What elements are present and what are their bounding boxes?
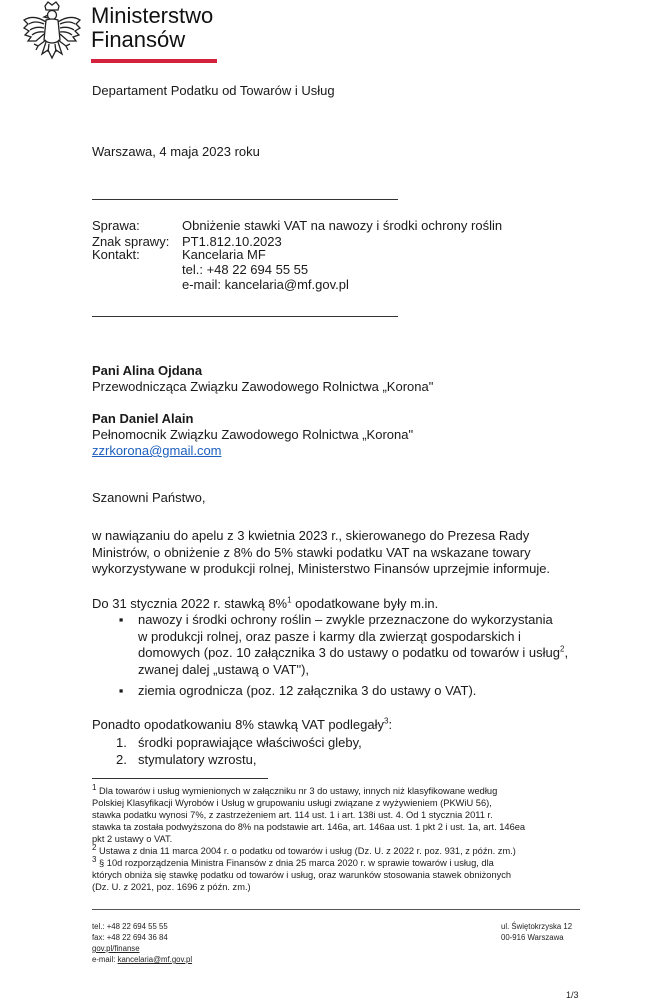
footnote-3-number: 3 [92, 854, 97, 864]
place-date: Warszawa, 4 maja 2023 roku [92, 144, 260, 159]
page-number: 1/3 [566, 990, 579, 1000]
bullet-1-line-4: zwanej dalej „ustawą o VAT"), [138, 661, 310, 677]
eagle-emblem-icon [20, 0, 84, 68]
footnote-3-text: § 10d rozporządzenia Ministra Finansów z dnia 25 marca 2020 r. w sprawie towarów i usług, dla [96, 858, 494, 868]
footnote-2-line-1 [92, 842, 525, 857]
footer-street: ul. Świętokrzyska 12 [501, 922, 573, 931]
case-contact-email: e-mail: kancelaria@mf.gov.pl [182, 277, 349, 292]
bullet-item-2 [116, 683, 536, 700]
recipient-1-role: Przewodnicząca Związku Zawodowego Rolnictwa „Korona" [92, 379, 434, 394]
bullet-1-line-3-text: domowych (poz. 10 załącznika 3 do ustawy o podatku od towarów i usług [138, 645, 561, 660]
footnote-1-line-5: pkt 2 ustawy o VAT. [92, 834, 173, 844]
list-item-1-number: 1. [116, 735, 127, 750]
bullet-1-line-1: nawozy i środki ochrony roślin – zwykle przeznaczone do wykorzystania [138, 612, 553, 627]
footnote-3-line-2: których obniża się stawkę podatku od towarów i usług, oraz warunków stosowania stawek obniżonych [92, 870, 512, 880]
footer-email [92, 954, 192, 965]
paragraph-3 [92, 717, 392, 733]
page-footer-rule [92, 909, 580, 910]
footnote-1-line-4: stawka ta została podwyższona do 8% na podstawie art. 146a, art. 146aa ust. 1 pkt 2 i ust. 1a, art. 146ea [92, 822, 526, 832]
list-item-2-text: stymulatory wzrostu, [138, 752, 257, 767]
footer-web-text[interactable]: gov.pl/finanse [92, 944, 140, 953]
case-contact-label: Kontakt: [92, 247, 140, 262]
bullet-item-1 [116, 612, 569, 678]
footnote-1-number: 1 [92, 782, 97, 792]
list-item-2-number: 2. [116, 752, 127, 767]
footer-city: 00-916 Warszawa [501, 933, 564, 942]
case-contact-name: Kancelaria MF [182, 247, 266, 262]
bullet-marker: ▪ [118, 683, 124, 698]
footnote-1-line-2: Polskiej Klasyfikacji Wyrobów i Usług w grupowaniu usługi związane z wyżywieniem (PKWiU 56), [92, 798, 492, 808]
list-item-1-text: środki poprawiające właściwości gleby, [138, 735, 362, 750]
bullet-1-line-2: w produkcji rolnej, oraz pasze i karmy dla zwierząt gospodarskich i [138, 628, 521, 644]
divider-bottom [92, 316, 398, 317]
list-item-1 [116, 735, 362, 751]
bullet-2-text: ziemia ogrodnicza (poz. 12 załącznika 3 do ustawy o VAT). [138, 683, 477, 698]
paragraph-1 [92, 528, 550, 578]
ministry-logo-text [91, 4, 213, 52]
footnote-2-number: 2 [92, 842, 97, 852]
case-contact-phone: tel.: +48 22 694 55 55 [182, 262, 309, 277]
footnote-3-line-1 [92, 854, 525, 869]
footnote-2-text: Ustawa z dnia 11 marca 2004 r. o podatku od towarów i usług (Dz. U. z 2022 r. poz. 931, z późn. zm.) [96, 846, 516, 856]
paragraph-2 [92, 596, 438, 612]
footnote-ref-2: 2 [560, 644, 565, 654]
paragraph-3-text-a: Ponadto opodatkowaniu 8% stawką VAT podlegały [92, 717, 384, 732]
footnote-separator [92, 778, 268, 779]
footnote-3-line-3: (Dz. U. z 2021, poz. 1696 z późn. zm.) [92, 882, 251, 892]
case-subject-row [92, 218, 502, 234]
footnote-ref-1: 1 [287, 595, 292, 605]
recipient-2-role: Pełnomocnik Związku Zawodowego Rolnictwa „Korona" [92, 427, 414, 442]
bullet-marker: ▪ [118, 612, 124, 627]
paragraph-2-text-b: opodatkowane były m.in. [291, 596, 439, 611]
case-subject-label: Sprawa: [92, 218, 140, 233]
paragraph-1-line-2: Ministrów, o obniżenie z 8% do 5% stawki podatku VAT na wskazane towary [92, 544, 531, 560]
department-name: Departament Podatku od Towarów i Usług [92, 83, 335, 98]
footer-email-link[interactable]: kancelaria@mf.gov.pl [117, 955, 193, 964]
list-item-2 [116, 752, 256, 768]
logo-line-2: Finansów [91, 27, 186, 52]
paragraph-3-text-b: : [388, 717, 393, 732]
footnote-1-line-1 [92, 782, 525, 797]
recipient-2-name: Pan Daniel Alain [92, 411, 194, 426]
paragraph-1-line-3: wykorzystywane w produkcji rolnej, Ministerstwo Finansów uprzejmie informuje. [92, 561, 551, 576]
divider-top [92, 199, 398, 200]
recipient-2-email-link[interactable]: zzrkorona@gmail.com [92, 443, 222, 458]
footnote-1-text: Dla towarów i usług wymienionych w załączniku nr 3 do ustawy, innych niż klasyfikowane według [96, 786, 498, 796]
footer-email-prefix: e-mail: [92, 955, 118, 964]
case-subject-value: Obniżenie stawki VAT na nawozy i środki ochrony roślin [182, 218, 503, 233]
logo-line-1: Ministerstwo [91, 3, 214, 28]
footer-tel: tel.: +48 22 694 55 55 [92, 922, 168, 931]
footnotes [92, 782, 526, 893]
bullet-1-line-3 [138, 644, 569, 662]
footer-fax: fax: +48 22 694 36 84 [92, 933, 168, 942]
footer-web-link[interactable] [92, 943, 192, 954]
case-ref-value: PT1.812.10.2023 [182, 234, 282, 249]
paragraph-1-line-1: w nawiązaniu do apelu z 3 kwietnia 2023 r., skierowanego do Prezesa Rady [92, 528, 530, 543]
footnote-1-line-3: stawka podatku wynosi 7%, z zastrzeżeniem art. 114 ust. 1 i art. 138i ust. 4. Od 1 stycznia 2011 r. [92, 810, 493, 820]
case-contact-row [92, 247, 266, 263]
paragraph-2-text-a: Do 31 stycznia 2022 r. stawką 8% [92, 596, 288, 611]
footnote-ref-3: 3 [383, 716, 389, 726]
salutation: Szanowni Państwo, [92, 490, 206, 505]
recipient-1-name: Pani Alina Ojdana [92, 363, 203, 378]
bullet-1-line-3-comma: , [564, 645, 569, 660]
case-ref-label: Znak sprawy: [92, 234, 170, 249]
footer-address [501, 921, 572, 943]
footer-contact [92, 921, 192, 965]
logo-red-rule [91, 59, 217, 63]
